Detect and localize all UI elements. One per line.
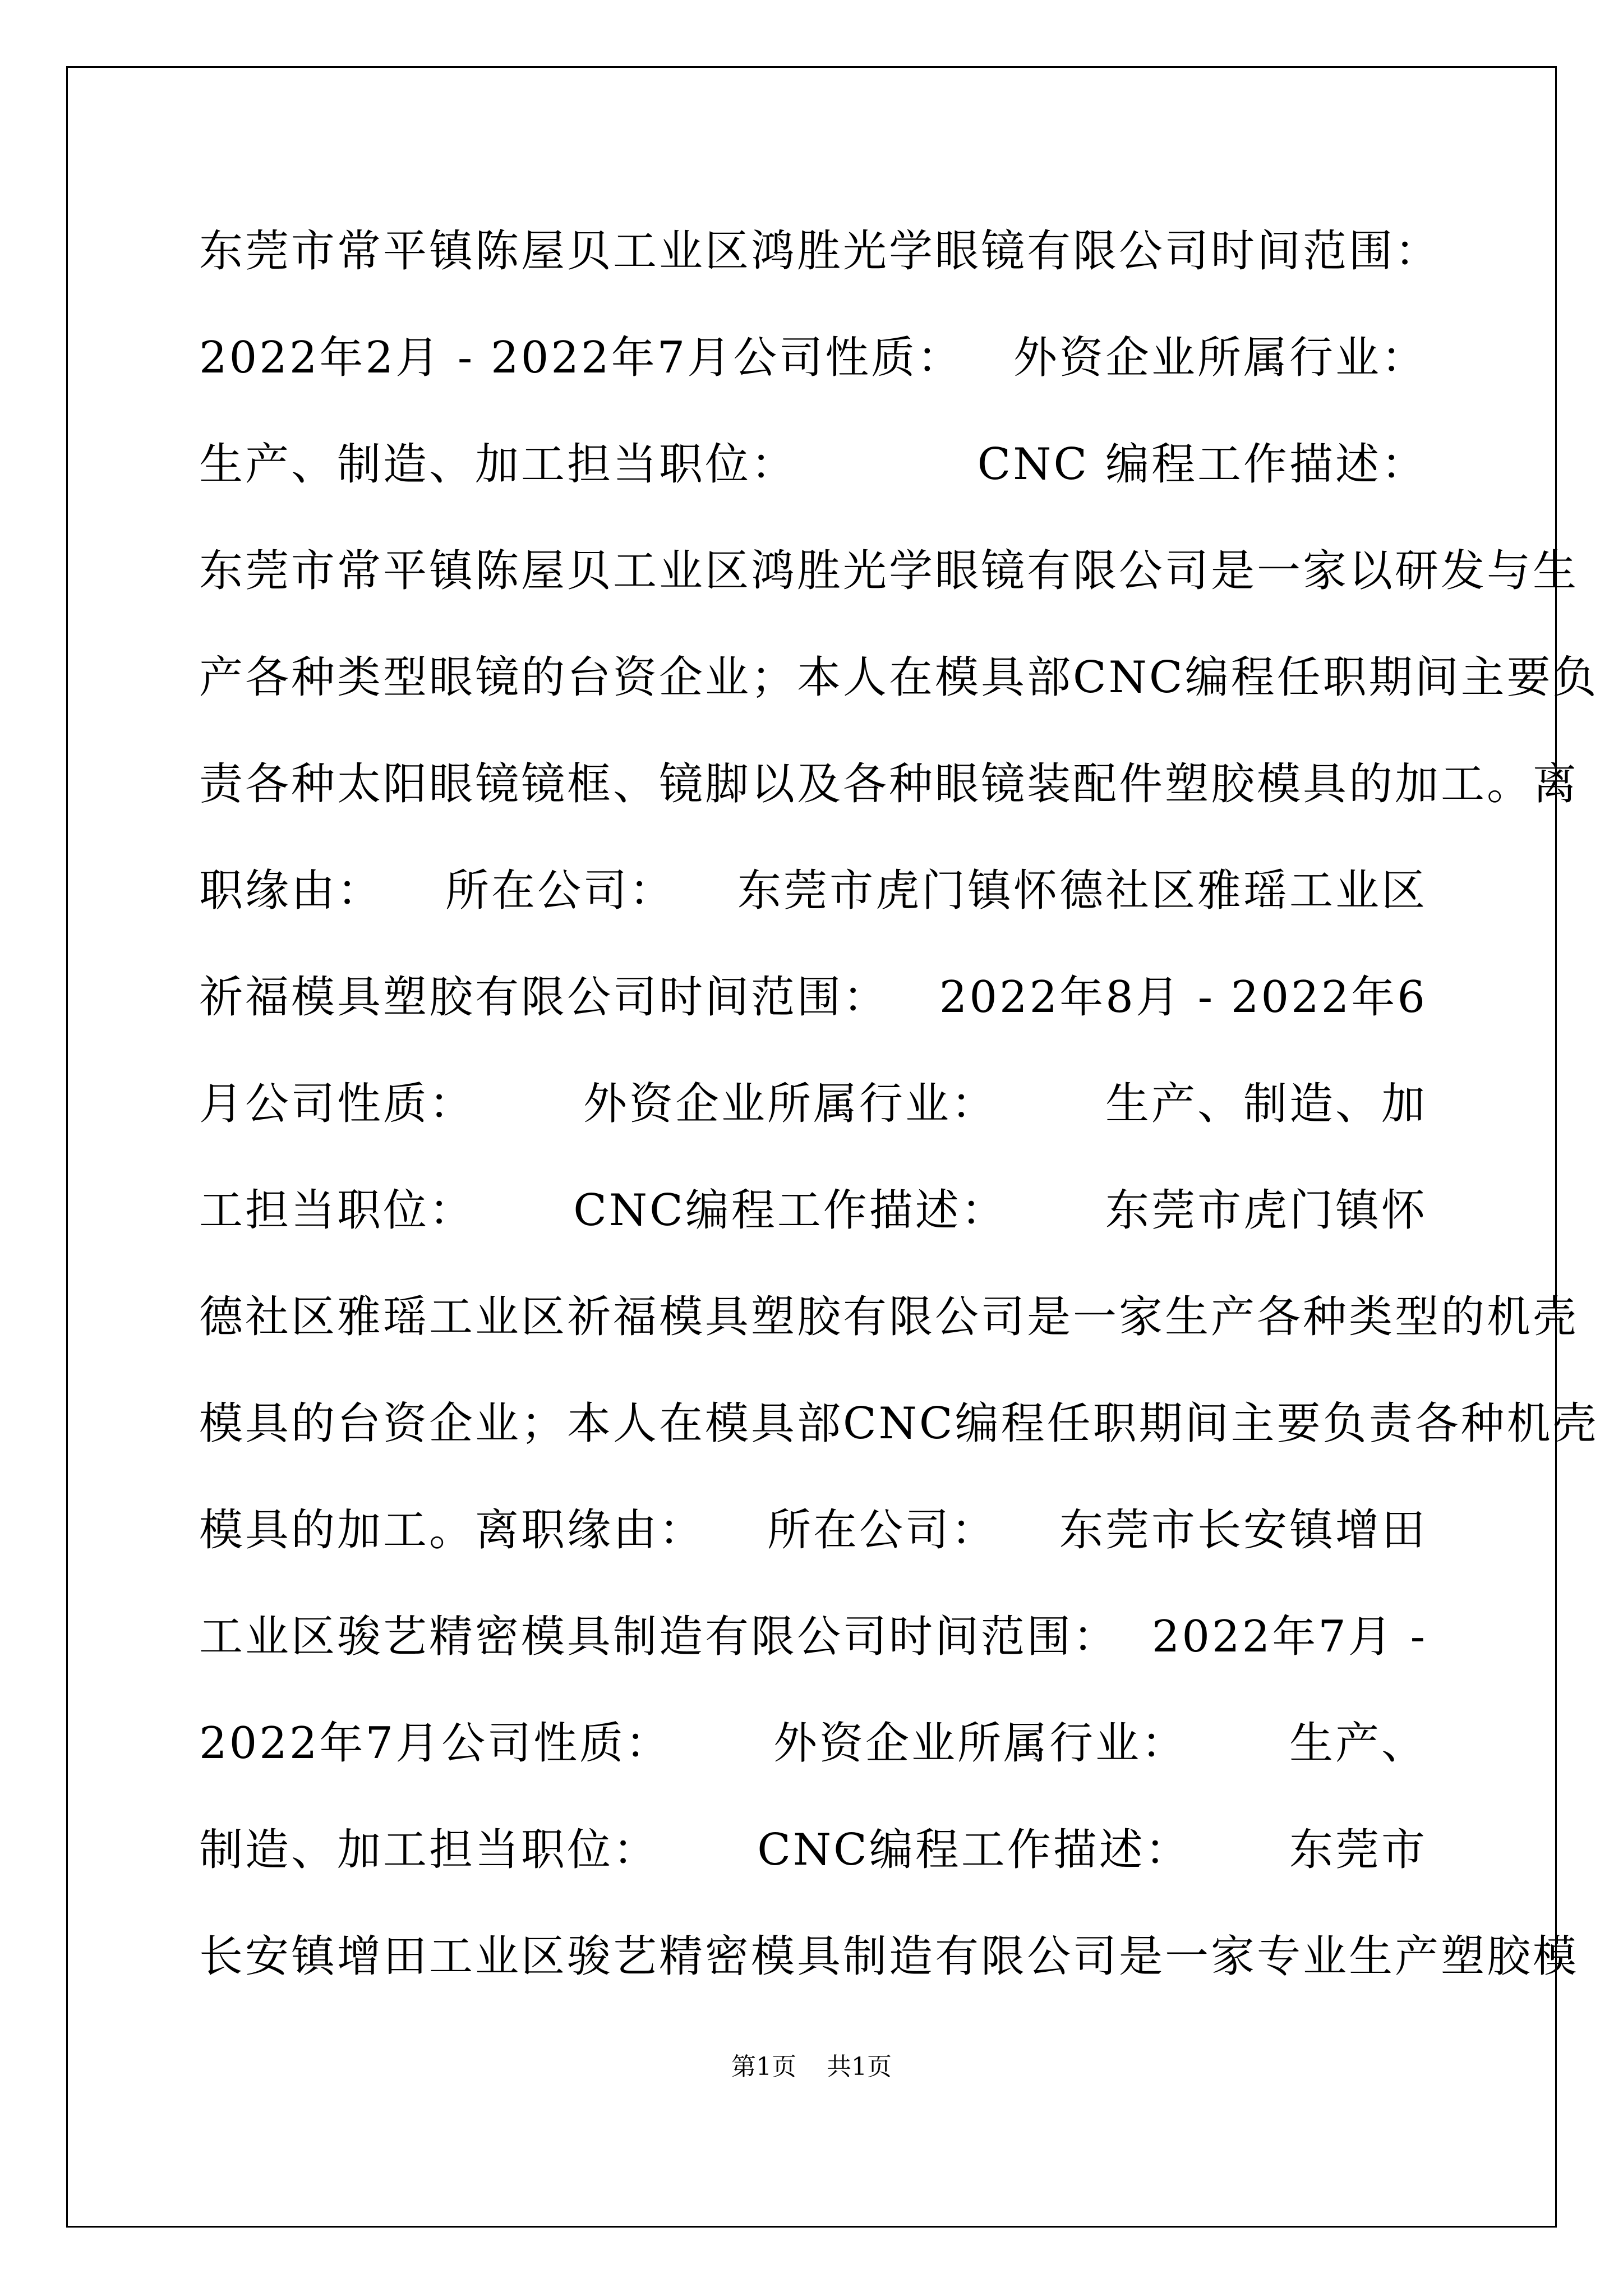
text-line bbox=[199, 857, 1427, 964]
text-line bbox=[199, 1710, 1427, 1816]
text-line bbox=[199, 1603, 1427, 1710]
text-segment: 所在公司： bbox=[445, 866, 675, 916]
text-segment: 模具的台资企业；本人在模具部CNC编程任职期间主要负责各种机壳 bbox=[199, 1398, 1599, 1449]
text-segment: 德社区雅瑶工业区祈福模具塑胶有限公司是一家生产各种类型的机壳 bbox=[199, 1292, 1579, 1342]
text-segment: 制造、加工担当职位： bbox=[199, 1825, 660, 1875]
text-segment: 责各种太阳眼镜镜框、镜脚以及各种眼镜装配件塑胶模具的加工。离 bbox=[199, 759, 1579, 809]
text-segment: 东莞市 bbox=[1289, 1825, 1427, 1875]
text-segment: CNC 编程工作描述： bbox=[977, 439, 1427, 490]
text-line bbox=[199, 964, 1427, 1070]
text-segment: 东莞市常平镇陈屋贝工业区鸿胜光学眼镜有限公司时间范围： bbox=[199, 226, 1441, 277]
text-line bbox=[199, 1070, 1427, 1177]
text-segment: 2022年8月 - 2022年6 bbox=[939, 972, 1427, 1023]
text-segment: 产各种类型眼镜的台资企业；本人在模具部CNC编程任职期间主要负 bbox=[199, 652, 1599, 703]
text-segment: 长安镇增田工业区骏艺精密模具制造有限公司是一家专业生产塑胶模 bbox=[199, 1931, 1579, 1982]
text-line bbox=[199, 1923, 1579, 2030]
text-line bbox=[199, 1283, 1579, 1390]
text-segment: 职缘由： bbox=[199, 866, 384, 916]
page-number: 第1页 bbox=[731, 2053, 796, 2081]
text-segment: 外资企业所属行业： bbox=[583, 1079, 997, 1129]
text-line bbox=[199, 1390, 1599, 1497]
text-line bbox=[199, 1497, 1427, 1603]
text-segment: 月公司性质： bbox=[199, 1079, 476, 1129]
text-line bbox=[199, 1816, 1427, 1923]
text-line bbox=[199, 324, 1427, 431]
page-footer bbox=[0, 2050, 1623, 2084]
text-segment: 模具的加工。离职缘由： bbox=[199, 1505, 706, 1556]
text-segment: CNC编程工作描述： bbox=[757, 1825, 1191, 1875]
text-segment: 2022年2月 - 2022年7月公司性质： bbox=[199, 333, 963, 383]
text-segment: 生产、 bbox=[1289, 1718, 1427, 1769]
text-segment: 外资企业所属行业： bbox=[1013, 333, 1427, 383]
text-segment: 生产、制造、加 bbox=[1105, 1079, 1427, 1129]
text-line bbox=[199, 644, 1599, 751]
text-segment: 外资企业所属行业： bbox=[773, 1718, 1188, 1769]
text-segment: 东莞市虎门镇怀德社区雅瑶工业区 bbox=[737, 866, 1427, 916]
text-segment: 2022年7月公司性质： bbox=[199, 1718, 672, 1769]
text-segment: 东莞市常平镇陈屋贝工业区鸿胜光学眼镜有限公司是一家以研发与生 bbox=[199, 546, 1579, 596]
text-segment: 所在公司： bbox=[767, 1505, 997, 1556]
document-body bbox=[199, 218, 1599, 2030]
text-segment: 生产、制造、加工担当职位： bbox=[199, 439, 797, 490]
text-line bbox=[199, 751, 1579, 857]
text-line bbox=[199, 431, 1427, 537]
text-line bbox=[199, 537, 1579, 644]
text-segment: 2022年7月 - bbox=[1151, 1612, 1427, 1662]
text-segment: 东莞市虎门镇怀 bbox=[1105, 1185, 1427, 1236]
text-segment: CNC编程工作描述： bbox=[573, 1185, 1007, 1236]
text-segment: 祈福模具塑胶有限公司时间范围： bbox=[199, 972, 889, 1023]
text-line bbox=[199, 1177, 1427, 1283]
text-line bbox=[199, 218, 1441, 324]
text-segment: 东莞市长安镇增田 bbox=[1059, 1505, 1427, 1556]
text-segment: 工担当职位： bbox=[199, 1185, 476, 1236]
text-segment: 工业区骏艺精密模具制造有限公司时间范围： bbox=[199, 1612, 1119, 1662]
page-count: 共1页 bbox=[827, 2053, 892, 2081]
